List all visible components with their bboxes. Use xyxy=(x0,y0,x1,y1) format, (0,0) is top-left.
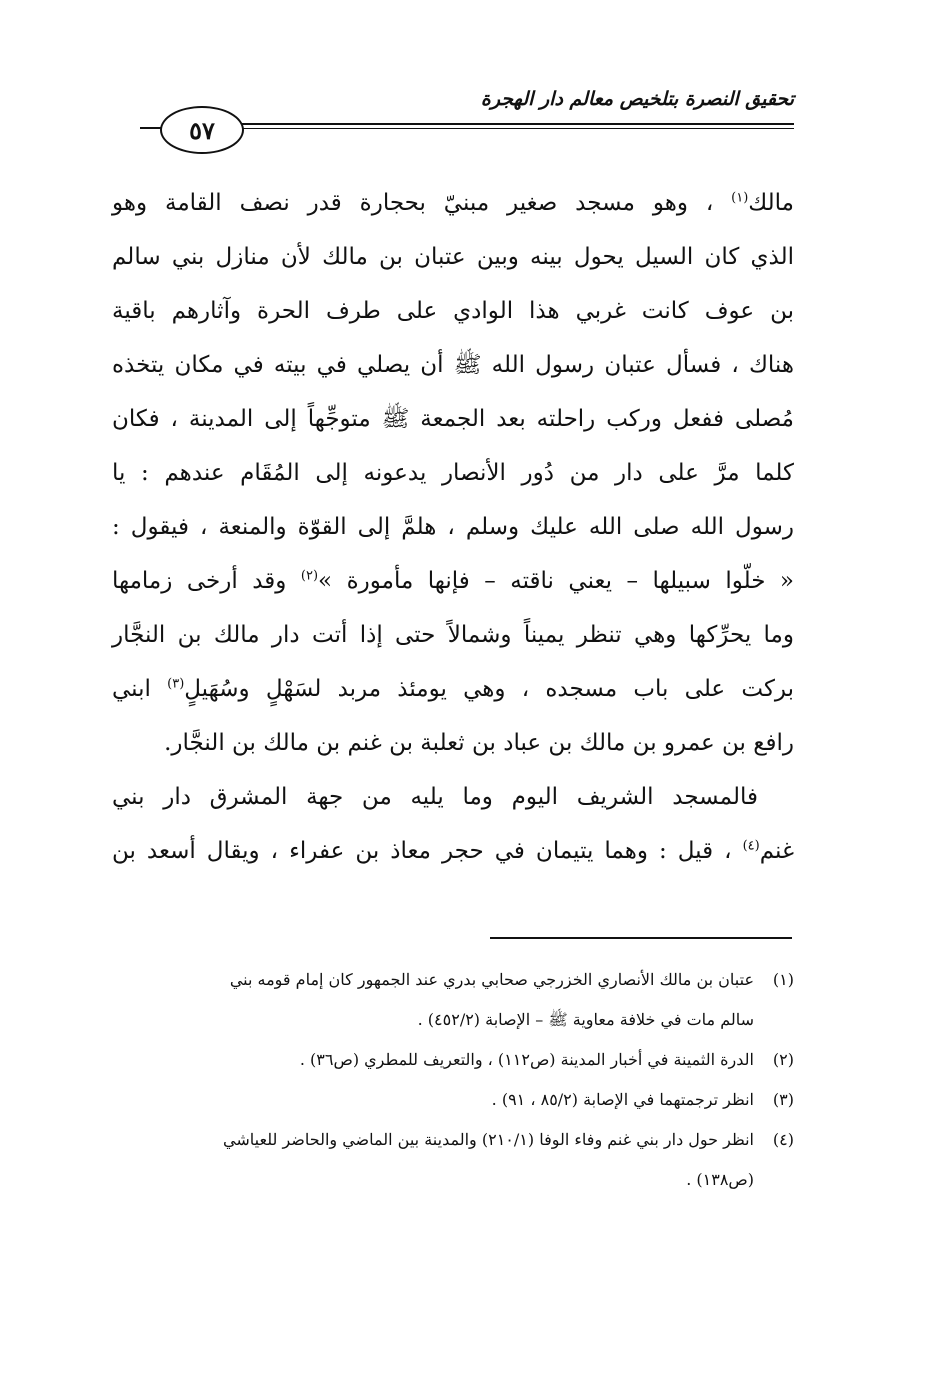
text-line xyxy=(112,554,794,608)
footnotes xyxy=(112,960,794,1200)
text-line xyxy=(112,176,794,230)
text-line-content: بركت على باب مسجده ، وهي يومئذ مربد لسَهْلٍ وسُهَيلٍ xyxy=(184,676,794,702)
footnote-number: (٤) xyxy=(772,1130,794,1149)
footnote xyxy=(112,1080,794,1120)
text-line-continuation: ، وهو مسجد صغير مبنيّ بحجارة قدر نصف القامة وهو xyxy=(112,190,732,216)
footnote-number: (٣) xyxy=(772,1090,794,1109)
footnote-text: الدرة الثمينة في أخبار المدينة (ص١١٢) ، والتعريف للمطري (ص٣٦) . xyxy=(299,1050,754,1069)
page-number: ٥٧ xyxy=(189,115,215,145)
text-line-content: رسول الله صلى الله عليك وسلم ، هلمَّ إلى القوّة والمنعة ، فيقول : xyxy=(112,514,794,540)
text-line-content: بن عوف كانت غربي هذا الوادي على طرف الحرة وآثارهم باقية xyxy=(112,298,794,324)
footnote-marker: (٤) xyxy=(742,838,760,854)
footnote-marker: (٣) xyxy=(167,676,185,692)
footnote-number: (٢) xyxy=(772,1050,794,1069)
footnote-text: انظر ترجمتهما في الإصابة (٨٥/٢ ، ٩١) . xyxy=(491,1090,754,1109)
text-line xyxy=(112,770,794,824)
footnote-text: عتبان بن مالك الأنصاري الخزرجي صحابي بدري عند الجمهور كان إمام قومه بني xyxy=(229,970,754,989)
text-line xyxy=(112,392,794,446)
text-line-content: فالمسجد الشريف اليوم وما يليه من جهة المشرق دار بني xyxy=(112,784,758,810)
text-line-content: الذي كان السيل يحول بينه وبين عتبان بن مالك لأن منازل بني سالم xyxy=(112,244,794,270)
header-rule-top xyxy=(240,123,794,125)
text-line xyxy=(112,662,794,716)
text-line-continuation: ابني xyxy=(112,676,168,702)
footnote-text: انظر حول دار بني غنم وفاء الوفا (٢١٠/١) والمدينة بين الماضي والحاضر للعياشي xyxy=(223,1130,754,1149)
footnote xyxy=(112,960,794,1000)
running-header-title: تحقيق النصرة بتلخيص معالم دار الهجرة xyxy=(480,88,794,110)
footnote-separator xyxy=(490,937,792,939)
text-line xyxy=(112,230,794,284)
text-line xyxy=(112,608,794,662)
header-rule-bottom xyxy=(240,128,794,129)
text-line-continuation: وقد أرخى زمامها xyxy=(112,568,301,594)
footnote-marker: (١) xyxy=(731,190,749,206)
text-line-content: وما يحرِّكها وهي تنظر يميناً وشمالاً حتى إذا أتت دار مالك بن النجَّار xyxy=(112,622,794,648)
footnote-marker: (٢) xyxy=(300,568,319,584)
text-line-content: هناك ، فسأل عتبان رسول الله ﷺ أن يصلي في بيته في مكان يتخذه xyxy=(112,352,794,378)
main-text xyxy=(112,176,794,878)
text-line xyxy=(112,338,794,392)
text-line xyxy=(112,824,794,878)
text-line-content: كلما مرَّ على دار من دُور الأنصار يدعونه إلى المُقَام عندهم : يا xyxy=(112,460,794,486)
footnote xyxy=(112,1120,794,1160)
text-line-content: « خلّوا سبيلها – يعني ناقته – فإنها مأمورة » xyxy=(318,568,795,594)
text-line xyxy=(112,500,794,554)
text-line-content: مالك xyxy=(748,190,794,216)
text-line xyxy=(112,716,794,770)
footnote-text-continued: (ص١٣٨) . xyxy=(686,1170,754,1189)
footnote-text-continued: سالم مات في خلافة معاوية ﷺ – الإصابة (٤٥٢/٢) . xyxy=(417,1010,754,1029)
text-line-content: مُصلى ففعل وركب راحلته بعد الجمعة ﷺ متوجِّهاً إلى المدينة ، فكان xyxy=(112,406,794,432)
text-line-content: غنم xyxy=(759,838,794,864)
text-line-continuation: ، قيل : وهما يتيمان في حجر معاذ بن عفراء ، ويقال أسعد بن xyxy=(112,838,743,864)
footnote xyxy=(112,1040,794,1080)
text-line xyxy=(112,446,794,500)
footnote-number: (١) xyxy=(772,970,794,989)
text-line xyxy=(112,284,794,338)
page-number-badge xyxy=(160,106,244,154)
text-line-content: رافع بن عمرو بن مالك بن عباد بن ثعلبة بن غنم بن مالك بن النجَّار. xyxy=(164,730,794,756)
